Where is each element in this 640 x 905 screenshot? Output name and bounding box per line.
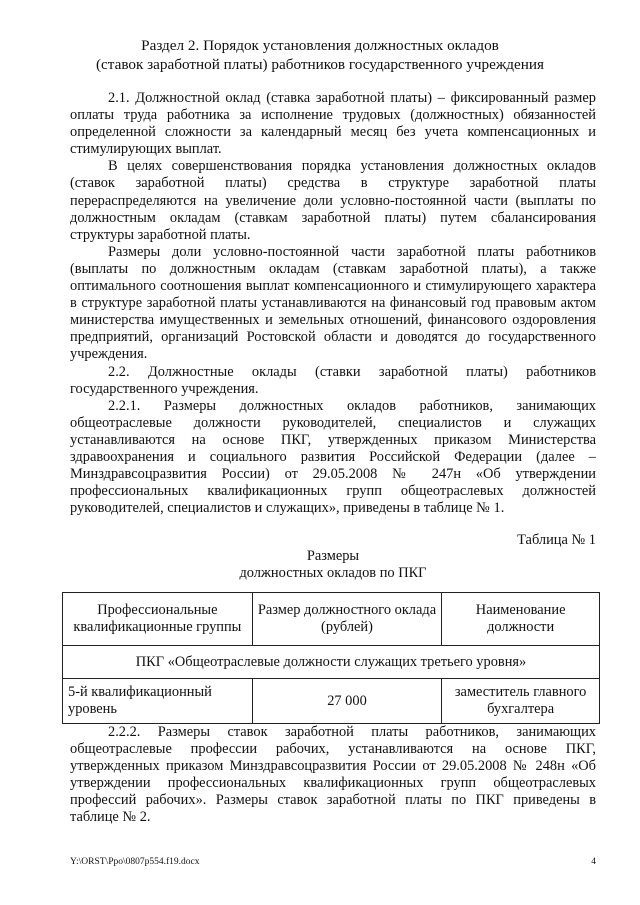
section-heading: [0, 36, 640, 74]
paragraph-2-2-1: 2.2.1. Размеры должностных окладов работников, занимающих общеотраслевые должности руководителей, специалистов и служащих устанавливаются на основе ПКГ, утвержденных приказом Министерства здравоохранения и социального развития Российской Федерации (далее – Минздравсоцразвития России) от 29.05.2008 № 247н «Об утверждении профессиональных квалификационных групп общеотраслевых должностей руководителей, специалистов и служащих», приведены в таблице № 1.: [70, 397, 596, 517]
table-caption-line-1: Размеры: [306, 548, 360, 564]
table-caption: [70, 548, 596, 582]
section-body-after-table: [70, 724, 596, 827]
table-group-row: [63, 646, 600, 679]
footer-file-path: Y:\ORST\Ppo\0807p554.f19.docx: [70, 857, 200, 867]
table-caption-line-2: должностных окладов по ПКГ: [239, 565, 427, 581]
paragraph-2-1: 2.1. Должностной оклад (ставка заработной платы) – фиксированный размер оплаты труда работника за исполнение трудовых (должностных) обязанностей определенной сложности за календарный месяц без учета компенсационных и стимулирующих выплат.: [70, 90, 596, 158]
footer-page-number: 4: [591, 857, 596, 867]
section-heading-line-1: Раздел 2. Порядок установления должностных окладов: [141, 37, 499, 54]
table-header-row: [63, 593, 600, 646]
table-row: [63, 679, 600, 724]
section-heading-line-2: (ставок заработной платы) работников государственного учреждения: [95, 56, 545, 73]
paragraph-share-sizes: Размеры доли условно-постоянной части заработной платы работников (выплаты по должностным окладам (ставкам заработной платы), а также оптимального соотношения выплат компенсационного и стимулирующего характера в структуре заработной платы устанавливаются на финансовый год правовым актом министерства имущественных и земельных отношений, финансового оздоровления предприятий, организаций Ростовской области и доводятся до государственного учреждения.: [70, 243, 596, 363]
cell-salary: 27 000: [252, 679, 442, 724]
cell-position: заместитель главного бухгалтера: [442, 679, 600, 724]
paragraph-improvement: В целях совершенствования порядка установления должностных окладов (ставок заработной платы) средства в структуре заработной платы перераспределяются на увеличение доли условно-постоянной части (выплаты по должностным окладам (ставкам заработной платы) путем сбалансирования структуры заработной платы.: [70, 158, 596, 243]
salary-table: [62, 592, 600, 724]
section-body: [70, 90, 596, 517]
header-position: Наименование должности: [442, 593, 600, 646]
paragraph-2-2: 2.2. Должностные оклады (ставки заработной платы) работников государственного учреждения.: [70, 363, 596, 397]
header-pkg: Профессиональные квалификационные группы: [63, 593, 253, 646]
header-salary: Размер должностного оклада (рублей): [252, 593, 442, 646]
group-cell: ПКГ «Общеотраслевые должности служащих третьего уровня»: [63, 646, 600, 679]
table-label: Таблица № 1: [517, 532, 596, 548]
paragraph-2-2-2: 2.2.2. Размеры ставок заработной платы работников, занимающих общеотраслевые профессии рабочих, устанавливаются на основе ПКГ, утвержденных приказом Минздравсоцразвития России от 29.05.2008 № 248н «Об утверждении профессиональных квалификационных групп общеотраслевых профессий рабочих». Размеры ставок заработной платы по ПКГ приведены в таблице № 2.: [70, 724, 596, 826]
cell-level: 5-й квалификационный уровень: [63, 679, 253, 724]
